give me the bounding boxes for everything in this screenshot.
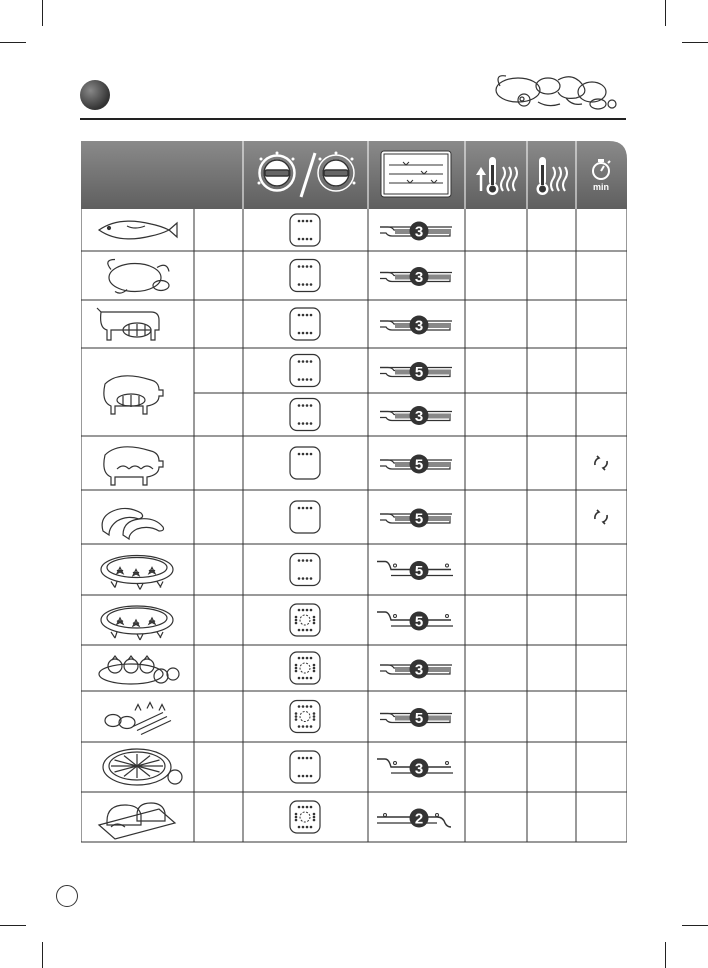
turn-over-icon — [595, 456, 607, 470]
shelf-level-icon — [380, 362, 452, 381]
heating-elements-top-bottom-icon — [290, 554, 320, 586]
heating-element-top-icon — [290, 447, 320, 479]
shelf-level-icon — [377, 561, 453, 580]
shelf-level-number: 2 — [414, 810, 424, 828]
heating-elements-top-bottom-icon — [290, 399, 320, 431]
page-number-circle — [56, 885, 78, 907]
crop-mark — [0, 42, 26, 43]
pork-icon — [104, 376, 163, 414]
pork-ribs-icon — [104, 447, 163, 485]
header-rule — [80, 118, 626, 120]
chicken-icon — [108, 260, 169, 294]
crop-mark — [42, 0, 43, 26]
heating-fan-icon — [290, 701, 320, 733]
shelf-level-icon — [377, 612, 453, 631]
shelf-level-number: 3 — [414, 223, 424, 241]
stuffed-tomatoes-icon — [99, 656, 179, 684]
turn-over-icon — [595, 510, 607, 524]
crop-mark — [42, 942, 43, 968]
shelf-level-number: 5 — [414, 710, 424, 727]
heating-element-top-icon — [290, 501, 320, 533]
shelf-level-icon — [380, 509, 452, 528]
heating-elements-top-bottom-icon — [290, 308, 320, 340]
crop-mark — [682, 42, 708, 43]
pizza-icon — [101, 606, 173, 640]
sausages-icon — [102, 508, 163, 539]
heating-elements-top-bottom-icon — [290, 214, 320, 246]
heating-fan-icon — [290, 604, 320, 636]
cooking-table — [81, 141, 627, 843]
shelf-level-number: 3 — [414, 760, 424, 778]
food-illustration-icon — [488, 68, 628, 116]
shelf-level-number: 5 — [414, 563, 424, 580]
shelf-level-number: 3 — [414, 408, 424, 425]
bread-loaf-icon — [99, 803, 175, 839]
shelf-level-icon — [380, 267, 452, 286]
heating-elements-top-bottom-icon — [290, 751, 320, 783]
shelf-level-icon — [377, 809, 451, 828]
tart-icon — [103, 749, 182, 785]
beef-icon — [97, 308, 159, 340]
heating-fan-icon — [290, 652, 320, 684]
shelf-position-icon — [381, 151, 451, 197]
potatoes-icon — [105, 703, 171, 735]
crop-mark — [682, 925, 708, 926]
section-marker-icon — [80, 80, 110, 110]
shelf-level-icon — [380, 708, 452, 727]
heating-elements-top-bottom-icon — [290, 355, 320, 387]
shelf-level-icon — [380, 222, 452, 241]
crop-mark — [665, 942, 666, 968]
shelf-level-icon — [377, 759, 453, 778]
shelf-level-number: 5 — [414, 613, 424, 631]
shelf-level-icon — [380, 660, 452, 679]
shelf-level-number: 3 — [414, 317, 424, 335]
shelf-level-icon — [380, 316, 452, 335]
crop-mark — [665, 0, 666, 26]
shelf-level-icon — [380, 455, 452, 474]
time-unit-label: min — [592, 182, 610, 192]
crop-mark — [0, 925, 26, 926]
pizza-icon — [101, 556, 173, 590]
heating-elements-top-bottom-icon — [290, 260, 320, 292]
heating-fan-icon — [290, 801, 320, 833]
shelf-level-icon — [380, 406, 452, 425]
shelf-level-number: 3 — [414, 661, 424, 679]
shelf-level-number: 3 — [414, 269, 424, 286]
shelf-level-number: 5 — [414, 364, 424, 381]
fish-icon — [99, 221, 177, 239]
shelf-level-number: 5 — [414, 510, 424, 528]
shelf-level-number: 5 — [414, 456, 424, 474]
